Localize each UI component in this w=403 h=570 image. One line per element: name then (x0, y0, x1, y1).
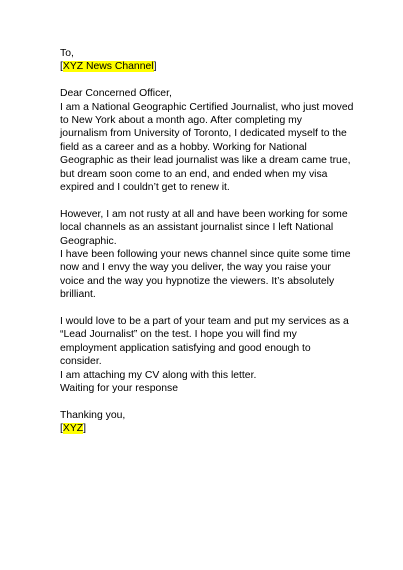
thanks-line: Thanking you, (60, 409, 126, 421)
spacer (60, 194, 360, 207)
salutation: Dear Concerned Officer, (60, 88, 172, 100)
recipient-bracket-open: [ (60, 61, 63, 73)
para4-line: I would love to be a part of your team and put my services as a (60, 316, 349, 328)
recipient-bracket-close: ] (153, 61, 157, 73)
signature-bracket-close: ] (83, 423, 86, 435)
para2-line: local channels as an assistant journalist since I left National (60, 222, 334, 234)
para1-line: I am a National Geographic Certified Journalist, who just moved (60, 101, 354, 113)
para1-line: expired and I couldn’t get to renew it. (60, 182, 230, 194)
cover-letter (60, 47, 360, 436)
para1-line: Geographic as their lead journalist was like a dream came true, (60, 155, 351, 167)
para2-line: Geographic. (60, 235, 117, 247)
spacer (60, 74, 360, 87)
spacer (60, 396, 360, 409)
para1-line: journalism from University of Toronto, I dedicated myself to the (60, 128, 347, 140)
cv-line: I am attaching my CV along with this letter. (60, 369, 257, 381)
para1-line: but dream soon come to an end, and ended when my visa (60, 168, 328, 180)
para3-line: now and I envy the way you deliver, the way you raise your (60, 262, 331, 274)
para1-line: field as a career and as a hobby. Working for National (60, 141, 307, 153)
signature-placeholder: XYZ (62, 423, 84, 435)
para3-line: I have been following your news channel since quite some time (60, 249, 351, 261)
recipient-placeholder: XYZ News Channel (62, 61, 154, 73)
to-label: To, (60, 48, 74, 59)
para4-line: employment application satisfying and good enough to (60, 342, 311, 354)
signature-line (60, 422, 360, 435)
spacer (60, 302, 360, 315)
waiting-line: Waiting for your response (60, 383, 179, 395)
para2-line: However, I am not rusty at all and have been working for some (60, 208, 348, 220)
para4-line: consider. (60, 356, 102, 368)
recipient-line (60, 60, 360, 73)
para3-line: brilliant. (60, 289, 96, 301)
para4-line: “Lead Journalist” on the test. I hope you will find my (60, 329, 297, 341)
signature-bracket-open: [ (60, 423, 63, 435)
para1-line: to New York about a month ago. After completing my (60, 115, 303, 127)
para3-line: voice and the way you hypnotize the viewers. It’s absolutely (60, 275, 335, 287)
